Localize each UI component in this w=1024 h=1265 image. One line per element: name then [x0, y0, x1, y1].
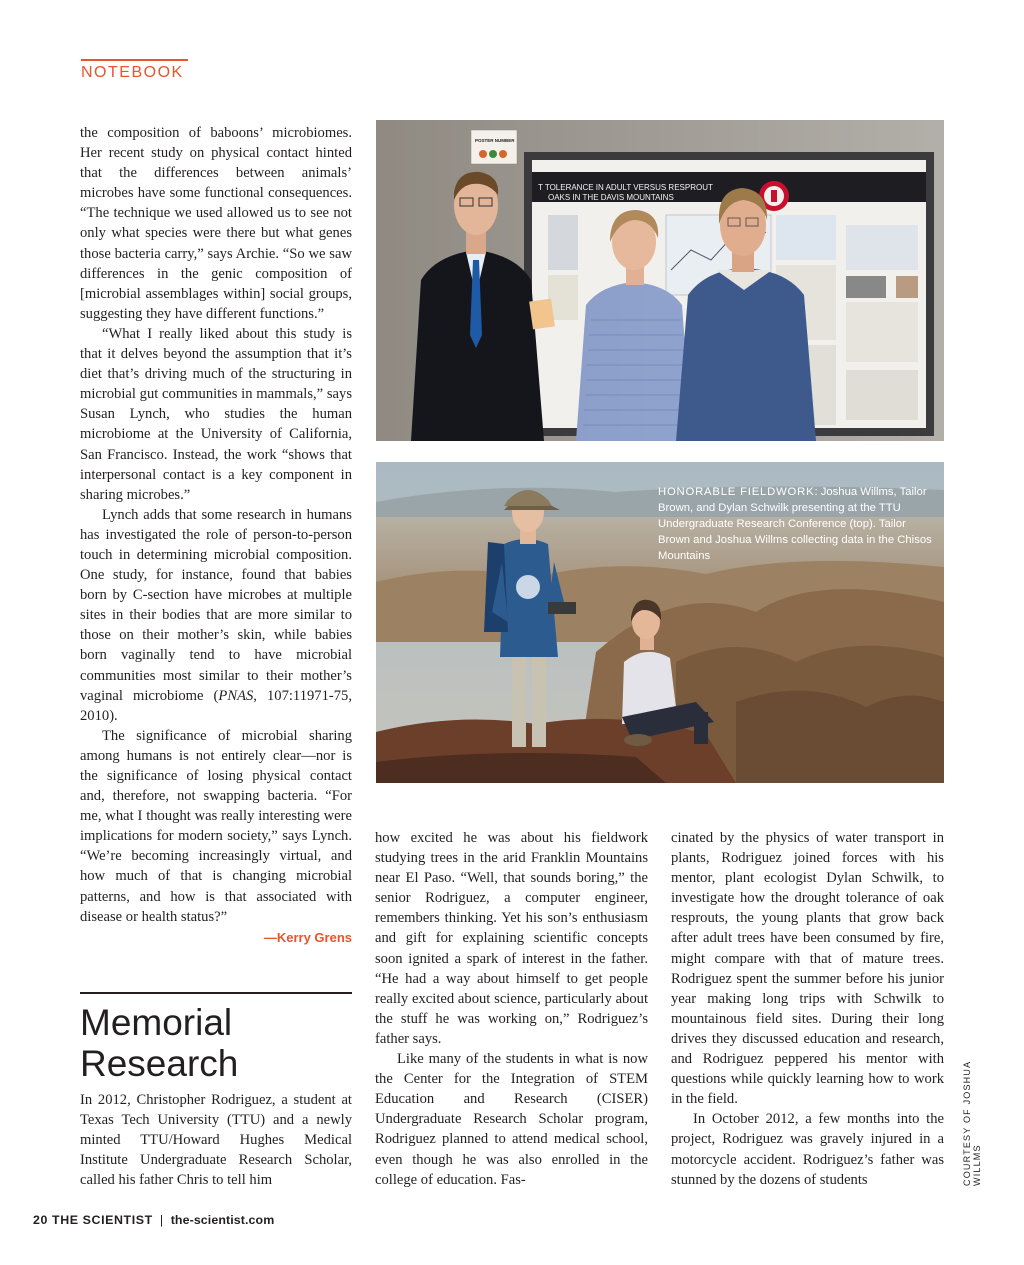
caption-title: HONORABLE FIELDWORK [658, 486, 815, 498]
heading-line: Memorial [80, 1002, 233, 1043]
paragraph: how excited he was about his fieldwork studying trees in the arid Franklin Mountains near El Paso. “Well, that sounds boring,” the senior Rodriguez, a computer engineer, remembers thinking. Yet his son’s enthusiasm and gift for explaining scientific concepts soon ignited a spark of interest in the father. “He had a way about himself to get people really excited about science, particularly about the stuff he was working on,” Rodriguez’s father says. [375, 830, 648, 1047]
heading-line: Research [80, 1043, 239, 1084]
article-column-2 [375, 828, 648, 1190]
paragraph: In October 2012, a few months into the project, Rodriguez was gravely injured in a motorcycle accident. Rodriguez’s father was stunned by the dozens of students [671, 1111, 944, 1188]
paragraph: the composition of baboons’ microbiomes. Her recent study on physical contact hinted that the differences between animals’ microbes have some functional consequences. “The technique we used allowed us to see not only what species were there but what genes those bacteria carry,” says Archie. “So we saw differences in the genic composition of [microbial assemblages within] social groups, suggesting they have different functions.” [80, 125, 352, 322]
section-rule [81, 59, 188, 61]
page-number: 20 [33, 1213, 48, 1227]
paragraph: Like many of the students in what is now the Center for the Integration of STEM Education and Research (CISER) Undergraduate Research Scholar program, Rodriguez planned to attend medical school, even though he was also enrolled in the college of education. Fas- [375, 1051, 648, 1188]
magazine-name: THE SCIENTIST [52, 1213, 153, 1227]
paragraph [80, 505, 352, 726]
memorial-intro [80, 1090, 352, 1190]
footer-separator: | [159, 1213, 164, 1227]
website-link: the-scientist.com [170, 1213, 275, 1227]
paragraph: The significance of microbial sharing among humans is not entirely clear—nor is the significance of losing physical contact and, therefore, not swapping bacteria. “For me, what I thought was really interesting were implications for modern society,” says Lynch. “We’re becoming increasingly virtual, and how much of that is changing microbial patterns, and how is that associated with disease or health status?” [80, 727, 352, 925]
photo-credit: COURTESY OF JOSHUA WILLMS [962, 1061, 982, 1186]
poster-title [538, 183, 713, 192]
journal-citation: PNAS [218, 687, 254, 704]
poster-title-line1: T TOLERANCE IN ADULT VERSUS RESPROUT [538, 183, 713, 192]
section-divider [80, 992, 352, 994]
paragraph-text: Lynch adds that some research in humans has investigated the role of person-to-person touch in determining microbial composition. One study, for instance, found that babies born by C-section have microbes at multiple sites in their bodies that are more similar to those on their mother’s skin, while babies born vaginally tend to have microbial communities most similar to their mother’s vaginal microbiome ( [80, 506, 352, 704]
paragraph: “What I really liked about this study is that it delves beyond the assumption that it’s diet that’s driving much of the structuring in microbial gut communities in mammals,” says Susan Lynch, who studies the human microbiome at the University of California, San Francisco. Instead, the work “shows that interpersonal contact is a key component in sharing microbes.” [80, 325, 352, 503]
paragraph: cinated by the physics of water transport in plants, Rodriguez joined forces with his mentor, plant ecologist Dylan Schwilk, to investigate how the drought tolerance of oak resprouts, the young plants that grow back after adult trees have been consumed by fire, might compare with that of mature trees. Rodriguez spent the summer before his junior year making long trips with Schwilk to mountainous field sites. During their long drives they discussed education and research, and Rodriguez peppered his mentor with questions while quickly learning how to work in the field. [671, 830, 944, 1108]
byline: —Kerry Grens [263, 929, 352, 945]
article-column-3 [671, 828, 944, 1190]
section-label: NOTEBOOK [81, 64, 184, 81]
photo-caption [658, 484, 938, 564]
caption-text: : Joshua Willms, Tailor Brown, and Dylan Schwilk presenting at the TTU Undergraduate Research Conference (top). Tailor Brown and Joshua Willms collecting data in the Chisos Mountains [658, 486, 932, 562]
poster-title-line2: OAKS IN THE DAVIS MOUNTAINS [548, 193, 674, 202]
paragraph-text: , 107:11971-75, 2010). [80, 687, 352, 724]
poster-photo-illustration [376, 120, 944, 441]
article-column-1 [80, 123, 352, 948]
paragraph: In 2012, Christopher Rodriguez, a student at Texas Tech University (TTU) and a newly minted TTU/Howard Hughes Medical Institute Undergraduate Research Scholar, called his father Chris to tell him [80, 1092, 352, 1189]
page-footer [33, 1213, 274, 1227]
poster-number-tag: POSTER NUMBER [475, 138, 515, 143]
photo-poster-presentation [376, 120, 944, 441]
section-heading [80, 1002, 360, 1084]
